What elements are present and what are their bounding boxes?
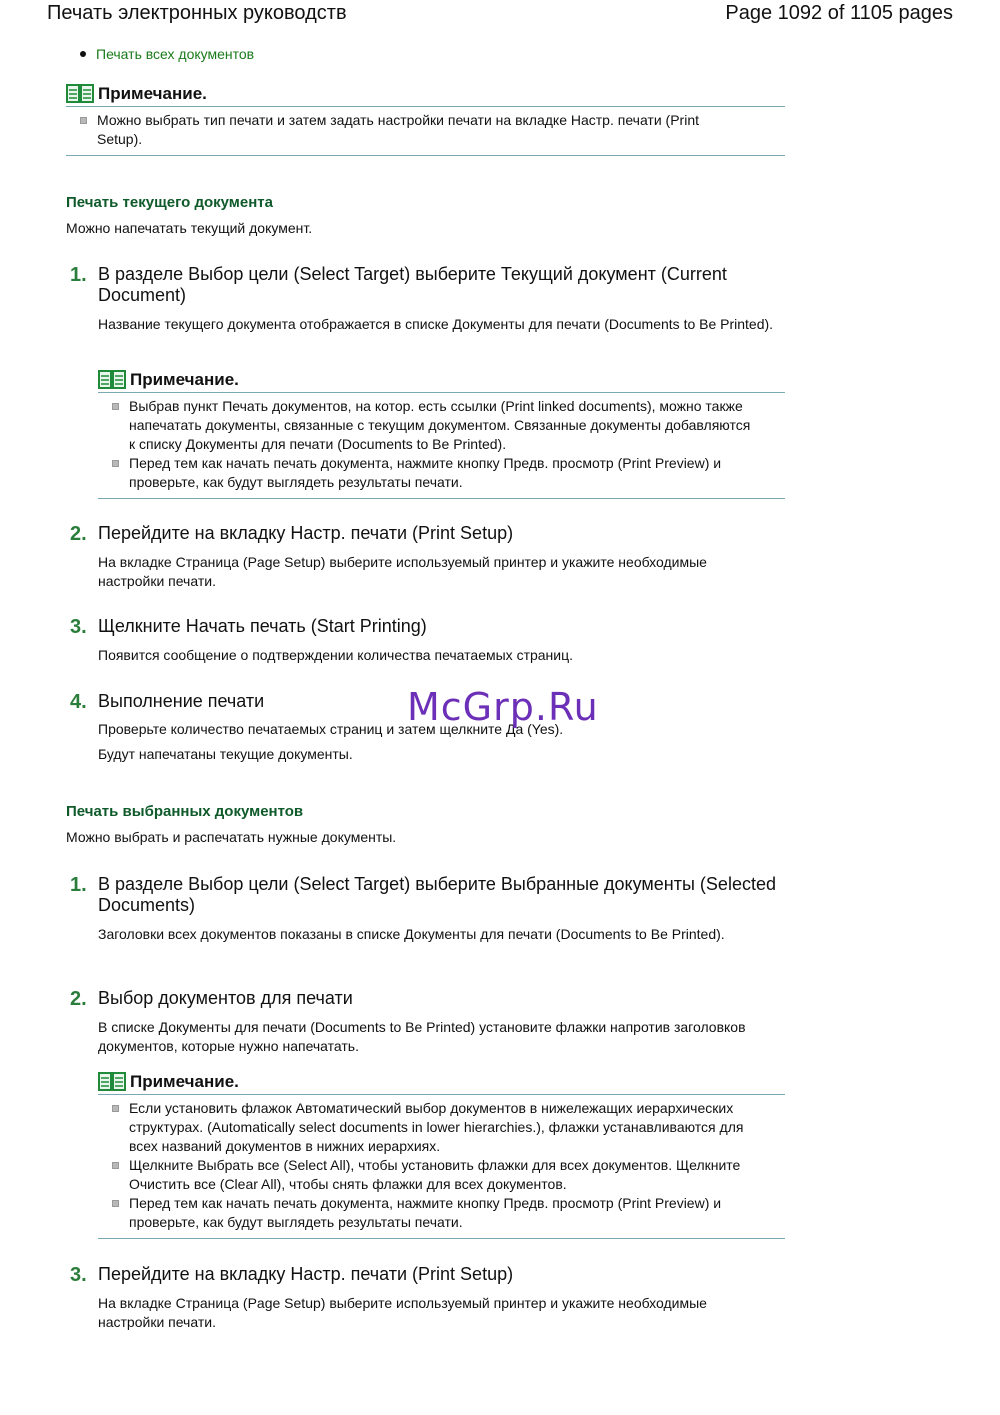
note-heading: Примечание. [130,1072,239,1091]
link-print-all-documents[interactable] [80,46,254,62]
step-title: Перейдите на вкладку Настр. печати (Print Setup) [98,523,514,543]
link-label[interactable]: Печать всех документов [96,46,255,62]
square-bullet-icon [112,1162,119,1169]
step-title: Щелкните Начать печать (Start Printing) [98,616,427,636]
step-title: Перейдите на вкладку Настр. печати (Print Setup) [98,1264,514,1284]
note-box [98,366,785,499]
note-item [66,111,785,149]
step-text: Название текущего документа отображается в списке Документы для печати (Documents to Be Printed). [98,316,774,332]
bullet-dot-icon [80,51,86,57]
square-bullet-icon [112,1200,119,1207]
note-item-text: Щелкните Выбрать все (Select All), чтобы установить флажки для всех документов. Щелкните Очистить все (Clear All), чтобы снять флажки для всех документов. [129,1157,741,1192]
step-text: Проверьте количество печатаемых страниц и затем щелкните Да (Yes). [98,721,564,737]
watermark-text: McGrp.Ru [407,685,599,729]
document-title: Печать электронных руководств [47,2,347,24]
page-counter: Page 1092 of 1105 pages [725,2,953,24]
step-number: 2. [70,523,87,545]
section-heading-current: Печать текущего документа [66,194,273,211]
book-icon [98,1072,126,1092]
step-title: В разделе Выбор цели (Select Target) выберите Текущий документ (Current Document) [98,264,727,305]
note-item [98,1194,785,1232]
step-number: 3. [70,616,87,638]
note-item [98,397,785,454]
step-title: Выполнение печати [98,691,265,711]
note-item-text: Выбрав пункт Печать документов, на котор. есть ссылки (Print linked documents), можно также напечатать документы, связанные с текущим документом. Связанные документы добавляются к списку Документы для печати (Documents to Be Printed). [129,398,751,452]
note-item-text: Перед тем как начать печать документа, нажмите кнопку Предв. просмотр (Print Preview) и проверьте, как будут выглядеть результаты печати. [129,455,722,490]
note-box [98,1068,785,1239]
step-number: 1. [70,874,87,896]
square-bullet-icon [112,1105,119,1112]
step-text: Появится сообщение о подтверждении количества печатаемых страниц. [98,647,574,663]
note-item-text: Перед тем как начать печать документа, нажмите кнопку Предв. просмотр (Print Preview) и проверьте, как будут выглядеть результаты печати. [129,1195,722,1230]
note-item [98,1099,785,1156]
note-box [66,80,785,156]
square-bullet-icon [112,403,119,410]
step-text: В списке Документы для печати (Documents to Be Printed) установите флажки напротив заголовков документов, которые нужно напечатать. [98,1019,746,1054]
note-item [98,1156,785,1194]
note-item-text: Если установить флажок Автоматический выбор документов в нижележащих иерархических структурах. (Automatically select documents in lower hierarchies.), флажки устанавливаются для всех названий документов в нижних иерархиях. [129,1100,744,1154]
step-title: Выбор документов для печати [98,988,353,1008]
step-number: 4. [70,691,87,713]
step-text: На вкладке Страница (Page Setup) выберите используемый принтер и укажите необходимые настройки печати. [98,554,707,589]
section-heading-selected: Печать выбранных документов [66,803,304,820]
book-icon [66,84,94,104]
step-title: В разделе Выбор цели (Select Target) выберите Выбранные документы (Selected Documents) [98,874,776,915]
note-item-text: Можно выбрать тип печати и затем задать настройки печати на вкладке Настр. печати (Print Setup). [97,112,699,147]
note-heading: Примечание. [130,370,239,389]
step-text-result: Будут напечатаны текущие документы. [98,746,353,762]
step-number: 2. [70,988,87,1010]
note-heading: Примечание. [98,84,207,103]
step-text: Заголовки всех документов показаны в списке Документы для печати (Documents to Be Printed). [98,926,725,942]
book-icon [98,370,126,390]
note-item [98,454,785,492]
square-bullet-icon [80,117,87,124]
square-bullet-icon [112,460,119,467]
section-intro-current: Можно напечатать текущий документ. [66,220,313,236]
section-intro-selected: Можно выбрать и распечатать нужные документы. [66,829,397,845]
step-number: 1. [70,264,87,286]
step-text: На вкладке Страница (Page Setup) выберите используемый принтер и укажите необходимые настройки печати. [98,1295,707,1330]
step-number: 3. [70,1264,87,1286]
